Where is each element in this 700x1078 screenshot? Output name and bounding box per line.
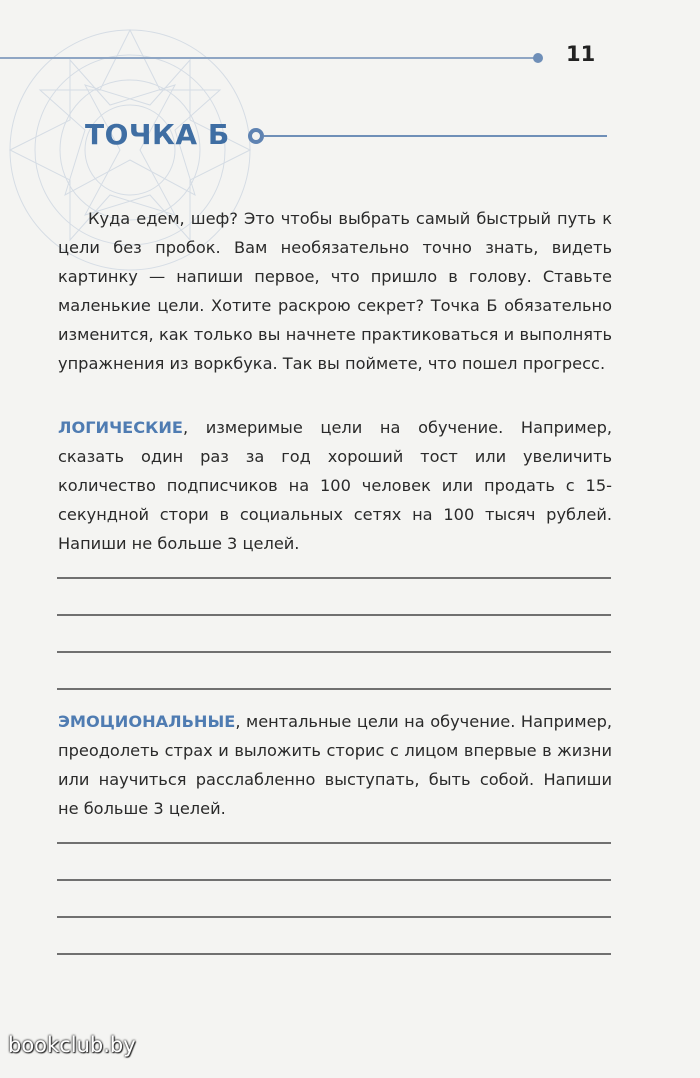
logical-goal-line-4[interactable] bbox=[57, 688, 611, 690]
logical-goals-lead: ЛОГИЧЕСКИЕ bbox=[58, 418, 183, 437]
logical-goals-paragraph bbox=[58, 413, 612, 558]
site-watermark: bookclub.by bbox=[8, 1033, 136, 1057]
emotional-goals-paragraph bbox=[58, 707, 612, 823]
title-rule bbox=[264, 135, 607, 137]
emotional-goals-text: , ментальные цели на обучение. Например, преодолеть страх и выложить сторис с лицом впервые в жизни или научиться расслабленно выступать, быть собой. Напиши не больше 3 целей. bbox=[58, 712, 612, 818]
page-number: 11 bbox=[566, 42, 596, 66]
emotional-goal-line-1[interactable] bbox=[57, 842, 611, 844]
emotional-goal-line-3[interactable] bbox=[57, 916, 611, 918]
logical-goal-line-3[interactable] bbox=[57, 651, 611, 653]
header-rule bbox=[0, 57, 534, 59]
section-title: ТОЧКА Б bbox=[85, 118, 230, 151]
emotional-goal-line-4[interactable] bbox=[57, 953, 611, 955]
logical-goal-line-1[interactable] bbox=[57, 577, 611, 579]
title-dot bbox=[248, 128, 264, 144]
logical-goals-text: , измеримые цели на обучение. Например, сказать один раз за год хороший тост или увеличить количество подписчиков на 100 человек или продать с 15-секундной стори в социальных сетях на 100 тысяч рублей. Напиши не больше 3 целей. bbox=[58, 418, 612, 553]
header-dot bbox=[533, 53, 543, 63]
emotional-goals-lead: ЭМОЦИОНАЛЬНЫЕ bbox=[58, 712, 236, 731]
logical-goal-line-2[interactable] bbox=[57, 614, 611, 616]
emotional-goal-line-2[interactable] bbox=[57, 879, 611, 881]
intro-paragraph: Куда едем, шеф? Это чтобы выбрать самый быстрый путь к цели без пробок. Вам необязательно точно знать, видеть картинку — напиши первое, что пришло в голову. Ставьте маленькие цели. Хотите раскрою секрет? Точка Б обязательно изменится, как только вы начнете практиковаться и выполнять упражнения из воркбука. Так вы поймете, что пошел прогресс. bbox=[58, 209, 612, 373]
